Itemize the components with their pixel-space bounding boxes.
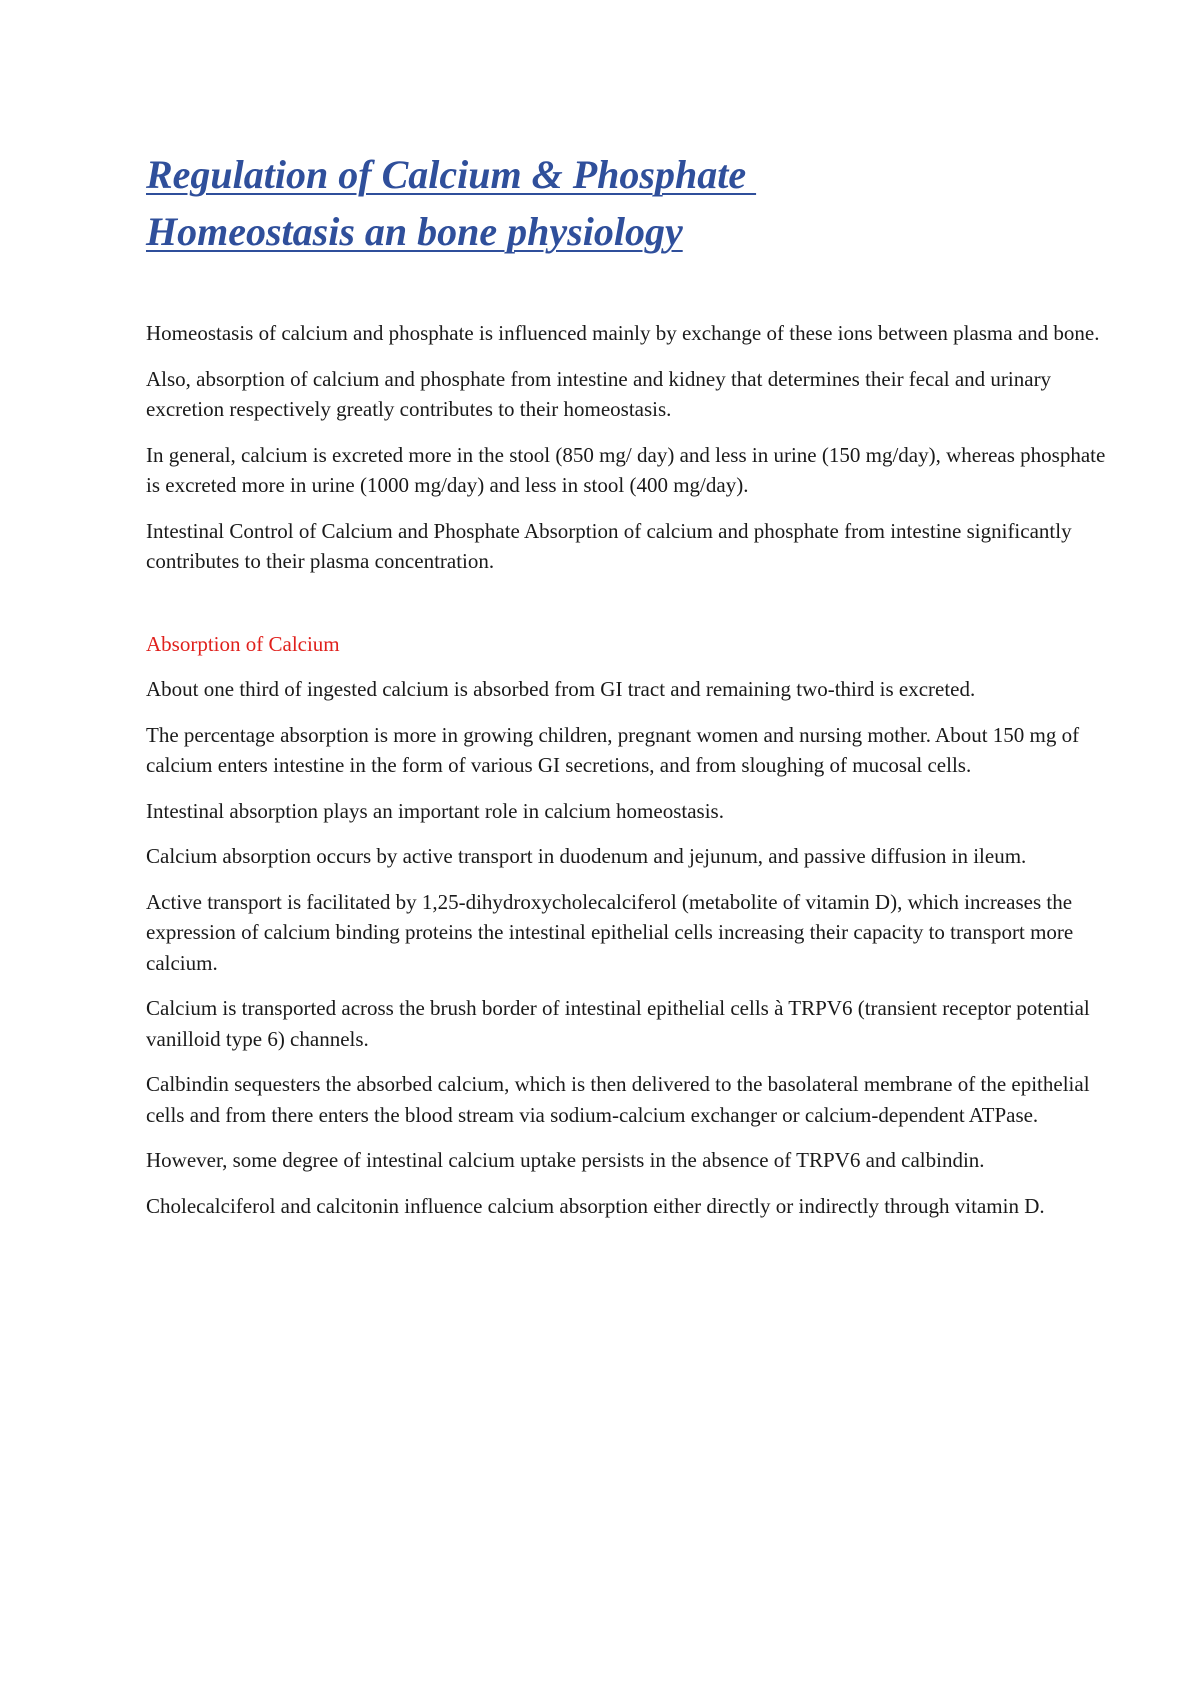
section-heading-absorption-of-calcium: Absorption of Calcium <box>146 631 340 656</box>
section-paragraph: About one third of ingested calcium is absorbed from GI tract and remaining two-third is excreted. <box>146 677 976 701</box>
section-paragraph: Calcium absorption occurs by active transport in duodenum and jejunum, and passive diffusion in ileum. <box>146 844 1027 868</box>
section-paragraph: The percentage absorption is more in growing children, pregnant women and nursing mother. About 150 mg of calcium enters intestine in the form of various GI secretions, and from sloughing of mucosal cells. <box>146 722 1080 777</box>
document-title <box>146 146 1106 260</box>
intro-paragraph: In general, calcium is excreted more in the stool (850 mg/ day) and less in urine (150 mg/day), whereas phosphate is excreted more in urine (1000 mg/day) and less in stool (400 mg/day). <box>146 442 1106 497</box>
section-paragraph: However, some degree of intestinal calcium uptake persists in the absence of TRPV6 and calbindin. <box>146 1148 985 1172</box>
section-paragraph: Active transport is facilitated by 1,25-dihydroxycholecalciferol (metabolite of vitamin D), which increases the expression of calcium binding proteins the intestinal epithelial cells increasing their capacity to transport more calcium. <box>146 889 1074 975</box>
intro-paragraph: Intestinal Control of Calcium and Phosphate Absorption of calcium and phosphate from intestine significantly contributes to their plasma concentration. <box>146 518 1072 573</box>
intro-paragraph: Homeostasis of calcium and phosphate is influenced mainly by exchange of these ions between plasma and bone. <box>146 321 1100 345</box>
section-paragraph: Calcium is transported across the brush border of intestinal epithelial cells à TRPV6 (transient receptor potential vanilloid type 6) channels. <box>146 996 1090 1051</box>
intro-paragraph: Also, absorption of calcium and phosphate from intestine and kidney that determines their fecal and urinary excretion respectively greatly contributes to their homeostasis. <box>146 366 1052 421</box>
section-paragraph: Cholecalciferol and calcitonin influence calcium absorption either directly or indirectly through vitamin D. <box>146 1193 1045 1218</box>
section-paragraph: Intestinal absorption plays an important role in calcium homeostasis. <box>146 798 724 823</box>
section-paragraph: Calbindin sequesters the absorbed calcium, which is then delivered to the basolateral membrane of the epithelial cells and from there enters the blood stream via sodium-calcium exchanger or calcium-dependent ATPase. <box>146 1072 1090 1127</box>
title-line-1: Regulation of Calcium & Phosphate <box>146 152 757 197</box>
title-line-2: Homeostasis an bone physiology <box>146 209 683 254</box>
document-body <box>146 318 1106 1236</box>
